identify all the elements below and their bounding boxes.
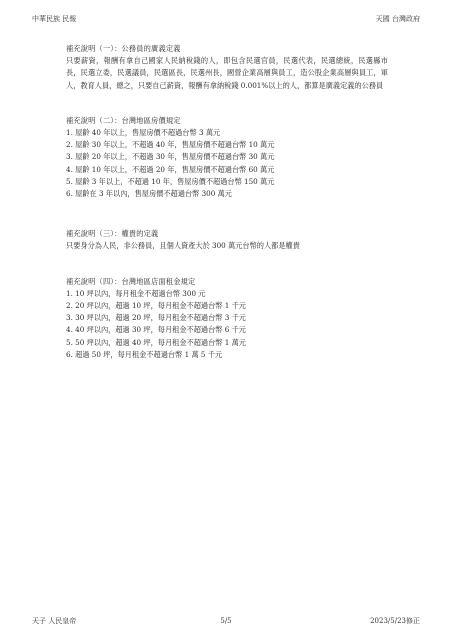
list-item: 4. 40 坪以內，超過 30 坪，每月租金不超過台幣 6 千元	[66, 325, 246, 335]
list-item: 4. 屋齡 10 年以上，不超過 20 年，售屋房價不超過台幣 60 萬元	[66, 164, 275, 174]
section-body: 只要薪資，報酬有拿自己國家人民納稅錢的人，即包含民選官員，民選代表，民選總統，民選縣市長，民選立委，民選議員，民選區長，民選州長，國營企業高層與員工，造公股企業高層與員工，軍人，教育人員，總之，只要自己薪資，報酬有拿納稅錢 0.001%以上的人，都算是廣義定義的公務員	[66, 56, 388, 90]
section-title: 補充說明（一）：公務員的廣義定義	[66, 44, 181, 53]
list-item: 2. 屋齡 30 年以上，不超過 40 年，售屋房價不超過台幣 10 萬元	[66, 140, 275, 150]
section-shop-rent-rules	[66, 276, 388, 361]
header-right-text: 天國 台灣政府	[375, 15, 420, 23]
list-item: 1. 10 坪以內，每月租金不超過台幣 300 元	[66, 288, 206, 298]
section-title: 補充說明（三）：權貴的定義	[66, 229, 159, 239]
shop-rent-list	[66, 288, 388, 361]
section-elite-definition	[66, 228, 388, 252]
section-public-servant-definition	[66, 43, 388, 92]
list-item: 6. 超過 50 坪，每月租金不超過台幣 1 萬 5 千元	[66, 349, 223, 359]
header-left-text: 中華民族 民報	[32, 15, 77, 23]
page-footer	[32, 616, 420, 626]
page-number: 5/5	[220, 617, 232, 625]
section-housing-price-rules	[66, 115, 388, 200]
section-title: 補充說明（四）：台灣地區店面租金規定	[66, 276, 196, 286]
list-item: 6. 屋齡在 3 年以內，售屋房價不超過台幣 300 萬元	[66, 189, 232, 199]
list-item: 5. 50 坪以內，超過 40 坪，每月租金不超過台幣 1 萬元	[66, 337, 246, 347]
footer-left-text: 天子 人民皇帝	[32, 617, 77, 625]
page-header	[32, 14, 420, 24]
section-title: 補充說明（二）：台灣地區房價規定	[66, 115, 181, 125]
revision-date: 2023/5/23修正	[370, 617, 420, 625]
housing-price-list	[66, 127, 388, 200]
list-item: 2. 20 坪以內，超過 10 坪，每月租金不超過台幣 1 千元	[66, 301, 246, 311]
list-item: 3. 30 坪以內，超過 20 坪，每月租金不超過台幣 3 千元	[66, 313, 246, 323]
section-body: 只要身分為人民，非公務員，且個人資產大於 300 萬元台幣的人都是權貴	[66, 241, 300, 251]
list-item: 5. 屋齡 3 年以上，不超過 10 年，售屋房價不超過台幣 150 萬元	[66, 176, 275, 186]
list-item: 1. 屋齡 40 年以上，售屋房價不超過台幣 3 萬元	[66, 128, 221, 138]
document-body	[66, 43, 388, 384]
list-item: 3. 屋齡 20 年以上，不超過 30 年，售屋房價不超過台幣 30 萬元	[66, 152, 275, 162]
